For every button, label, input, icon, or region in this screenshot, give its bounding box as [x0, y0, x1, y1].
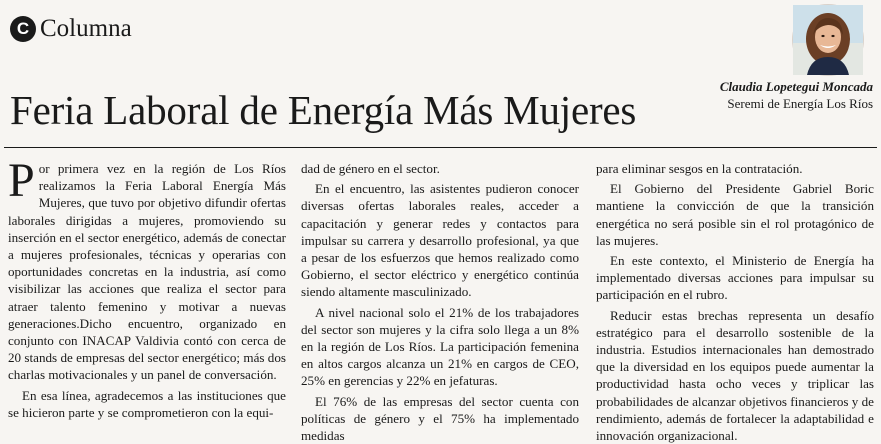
article-column-3 [596, 160, 874, 444]
article-column-2 [301, 160, 579, 444]
section-label: Columna [40, 15, 132, 42]
drop-cap: P [8, 154, 35, 207]
author-portrait-icon [792, 4, 864, 76]
paragraph: Reducir estas brechas representa un desafío estratégico para el desarrollo sostenible de la industria. Estudios internacionales han demostrado que la diversidad en los equipos puede aumentar la productividad hasta ocho veces y triplicar las probabilidades de alcanzar objetivos financieros y de rendimiento, además de fortalecer la adaptabilidad e innovación organizacional. [596, 307, 874, 444]
article-column-1 [8, 154, 286, 422]
paragraph [8, 154, 286, 384]
section-tag [10, 16, 132, 42]
paragraph-text: or primera vez en la región de Los Ríos realizamos la Feria Laboral Energía Más Mujeres, que tuvo por objetivo difundir ofertas laborales dirigidas a mujeres, promoviendo su inserción en el sector energético, además de conectar a mujeres profesionales, técnicas y operarias con oportunidades concretas en la industria, así como visibilizar las acciones que realiza el sector para atraer talento femenino y motivar a nuevas generaciones.Dicho encuentro, organizado en conjunto con INACAP Valdivia contó con cerca de 20 stands de empresas del sector energético; más dos charlas motivacionales y un panel de conversación. [8, 161, 286, 383]
header-divider [4, 147, 877, 148]
paragraph: dad de género en el sector. [301, 161, 440, 176]
paragraph: En el encuentro, las asistentes pudieron conocer diversas ofertas laborales reales, acceder a capacitación y generar redes y contactos para impulsar su carrera y desarrollo profesional, ya que a pesar de los esfuerzos que hemos realizado como Gobierno, el sector eléctrico y energético continúa siendo altamente masculinizado. [301, 181, 579, 300]
paragraph: En esa línea, agradecemos a las instituciones que se hicieron parte y se comprometieron con la equi- [8, 387, 286, 420]
author-name: Claudia Lopetegui Moncada [719, 79, 873, 94]
paragraph: El Gobierno del Presidente Gabriel Boric mantiene la convicción de que la transición energética no será posible sin el rol protagónico de las mujeres. [596, 181, 874, 248]
paragraph: En este contexto, el Ministerio de Energía ha implementado diversas acciones para impulsar su participación en el rubro. [596, 253, 874, 303]
article-headline: Feria Laboral de Energía Más Mujeres [10, 87, 637, 133]
author-portrait-svg [793, 5, 863, 75]
paragraph: El 76% de las empresas del sector cuenta con políticas de género y el 75% ha implementado medidas [301, 393, 579, 444]
paragraph: A nivel nacional solo el 21% de los trabajadores del sector son mujeres y la cifra solo llega a un 8% en la región de Los Ríos. La participación femenina en altos cargos alcanza un 21% en cargos de CEO, 25% en gerencias y 22% en jefaturas. [301, 304, 579, 389]
paragraph: para eliminar sesgos en la contratación. [596, 161, 803, 176]
section-badge-icon: C [10, 16, 36, 42]
author-role: Seremi de Energía Los Ríos [727, 96, 873, 111]
